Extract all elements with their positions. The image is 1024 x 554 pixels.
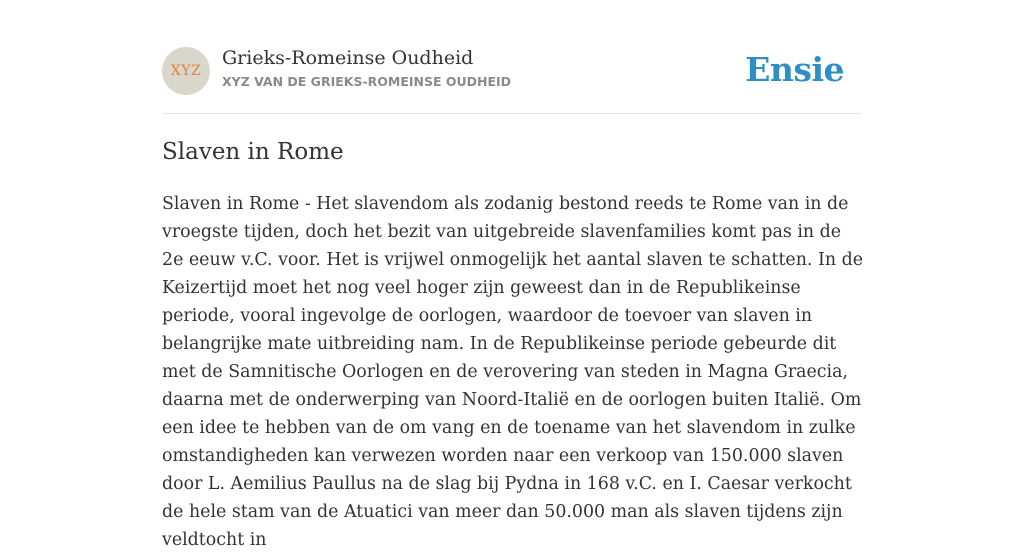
header bbox=[162, 46, 862, 96]
article-body: Slaven in Rome - Het slavendom als zodanig bestond reeds te Rome van in de vroegste tijden, doch het bezit van uitgebreide slavenfamilies komt pas in de 2e eeuw v.C. voor. Het is vrijwel onmogelijk het aantal slaven te schatten. In de Keizertijd moet het nog veel hoger zijn geweest dan in de Republikeinse periode, vooral ingevolge de oorlogen, waardoor de toevoer van slaven in belangrijke mate uitbreiding nam. In de Republikeinse periode gebeurde dit met de Samnitische Oorlogen en de verovering van steden in Magna Graecia, daarna met de onderwerping van Noord-Italië en de oorlogen buiten Italië. Om een idee te hebben van de om vang en de toename van het slavendom in zulke omstandigheden kan verwezen worden naar een verkoop van 150.000 slaven door L. Aemilius Paullus na de slag bij Pydna in 168 v.C. en I. Caesar verkocht de hele stam van de Atuatici van meer dan 50.000 man als slaven tijdens zijn veldtocht in bbox=[162, 194, 863, 550]
article-title: Slaven in Rome bbox=[162, 139, 344, 165]
source-avatar[interactable]: XYZ bbox=[162, 47, 210, 95]
source-subtitle: XYZ VAN DE GRIEKS-ROMEINSE OUDHEID bbox=[222, 74, 512, 89]
ensie-logo-link[interactable]: Ensie bbox=[745, 50, 844, 89]
header-divider bbox=[162, 113, 862, 114]
source-title-link[interactable]: Grieks-Romeinse Oudheid bbox=[222, 47, 474, 69]
